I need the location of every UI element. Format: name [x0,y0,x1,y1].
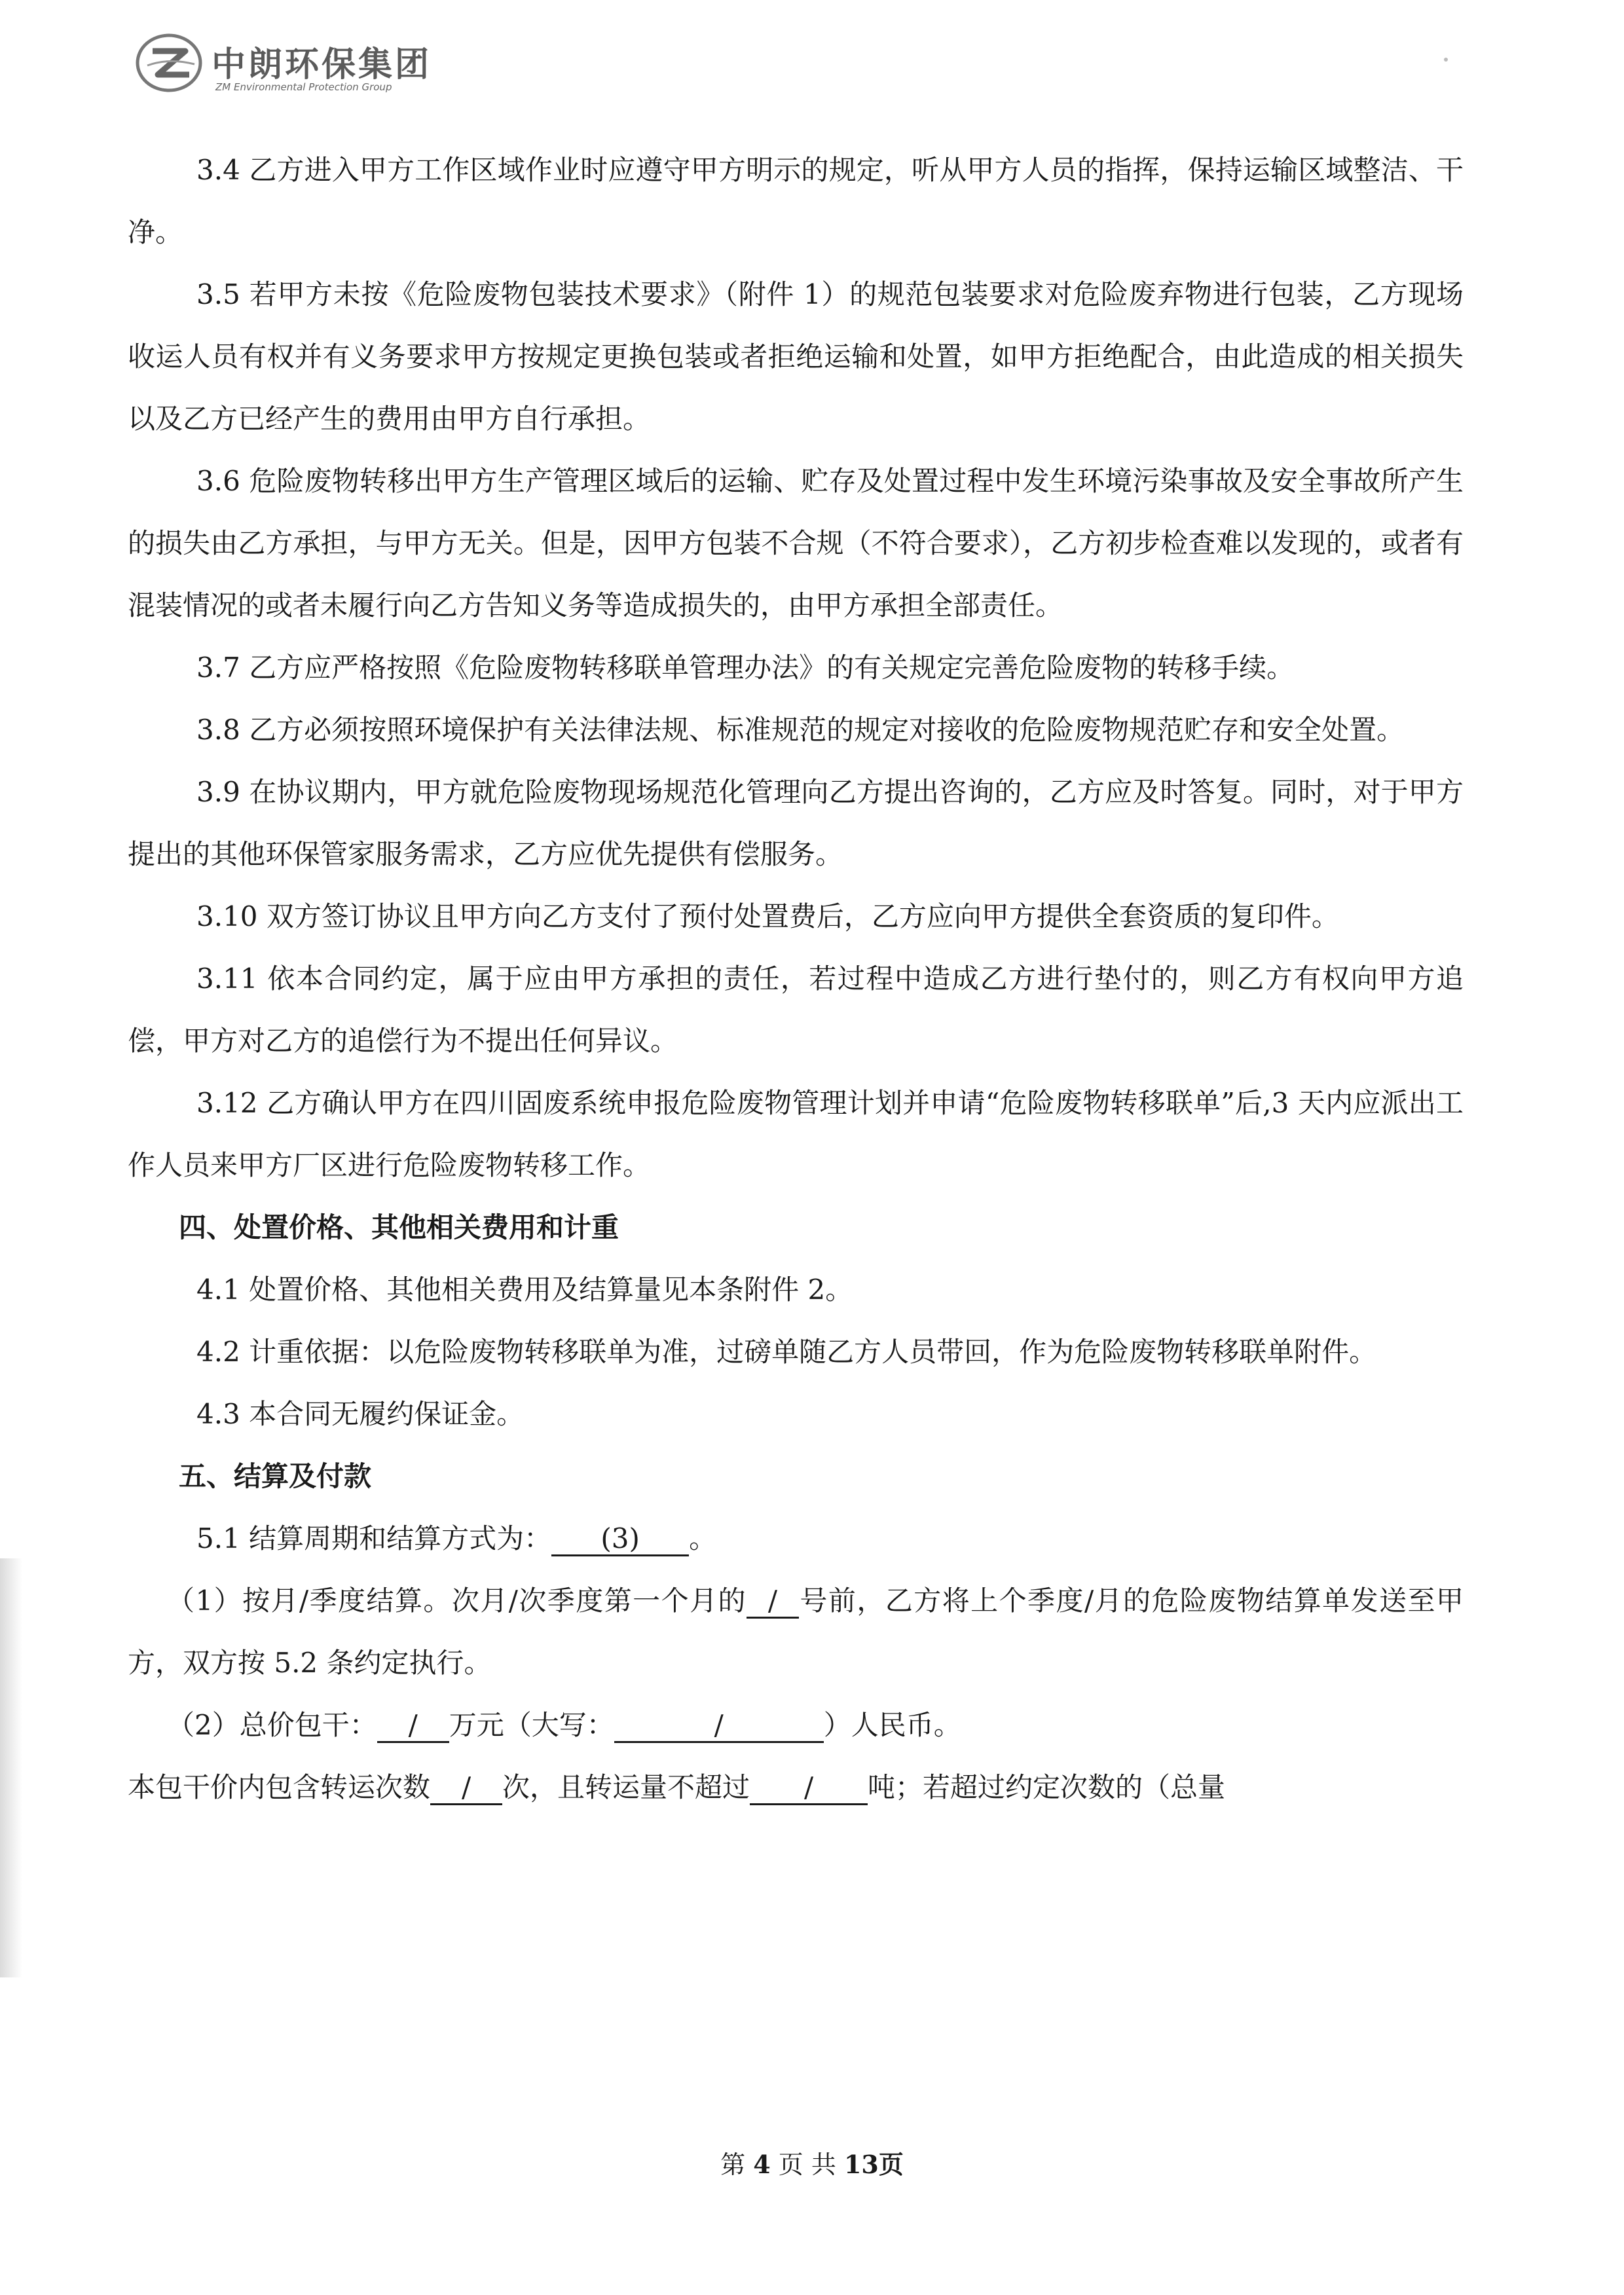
page-footer [0,2144,1624,2180]
logo-icon [134,31,204,94]
document-body [128,139,1464,1818]
clause-5-1 [128,1507,1464,1570]
clause-3-10: 3.10 双方签订协议且甲方向乙方支付了预付处置费后，乙方应向甲方提供全套资质的复印件。 [196,900,1339,932]
clause-3-9: 3.9 在协议期内，甲方就危险废物现场规范化管理向乙方提出咨询的，乙方应及时答复。同时，对于甲方提出的其他环保管家服务需求，乙方应优先提供有偿服务。 [128,776,1464,870]
section-4-heading: 四、处置价格、其他相关费用和计重 [179,1211,619,1243]
page-number: 4 [753,2150,771,2179]
company-name: 中朗环保集团 [212,45,432,84]
option-1-text-b: 号前，乙方将上个季度/月的危险废物结算单发送至甲方，双方按 5.2 条约定执行。 [128,1585,1464,1679]
clause-5-1-end: 。 [689,1522,717,1554]
option-2-text-b: 万元（大写： [449,1709,614,1741]
option-1-blank: / [747,1585,799,1619]
option-1-text-a: （1）按月/季度结算。次月/次季度第一个月的 [167,1585,747,1617]
option-2-amount-blank: / [377,1710,449,1743]
clause-4-3: 4.3 本合同无履约保证金。 [196,1398,525,1430]
page-prefix: 第 [720,2150,746,2179]
scan-edge-mark [0,1558,22,1977]
scan-dot [1444,58,1448,62]
package-terms [128,1756,1464,1818]
page-mid: 页 共 [778,2150,836,2179]
option-2-text-c: ）人民币。 [823,1709,961,1741]
option-1 [128,1570,1464,1694]
package-text-a: 本包干价内包含转运次数 [128,1771,431,1803]
clause-5-1-text: 5.1 结算周期和结算方式为： [196,1522,552,1554]
clause-3-8: 3.8 乙方必须按照环境保护有关法律法规、标准规范的规定对接收的危险废物规范贮存和安全处置。 [196,714,1405,746]
option-2 [128,1694,1464,1756]
clause-3-7: 3.7 乙方应严格按照《危险废物转移联单管理办法》的有关规定完善危险废物的转移手续。 [196,652,1295,684]
clause-4-2: 4.2 计重依据：以危险废物转移联单为准，过磅单随乙方人员带回，作为危险废物转移联单附件。 [196,1336,1377,1368]
clause-3-6: 3.6 危险废物转移出甲方生产管理区域后的运输、贮存及处置过程中发生环境污染事故及安全事故所产生的损失由乙方承担，与甲方无关。但是，因甲方包装不合规（不符合要求），乙方初步检查难以发现的，或者有混装情况的或者未履行向乙方告知义务等造成损失的，由甲方承担全部责任。 [128,465,1464,621]
package-text-b: 次，且转运量不超过 [502,1771,750,1803]
page-total: 13页 [843,2150,904,2179]
transfer-weight-blank: / [750,1772,868,1805]
section-5-heading: 五、结算及付款 [179,1460,372,1492]
option-2-text-a: （2）总价包干： [167,1709,377,1741]
clause-3-12: 3.12 乙方确认甲方在四川固废系统申报危险废物管理计划并申请“危险废物转移联单”后,3 天内应派出工作人员来甲方厂区进行危险废物转移工作。 [128,1087,1464,1181]
company-logo [134,26,501,105]
clause-4-1: 4.1 处置价格、其他相关费用及结算量见本条附件 2。 [196,1274,853,1306]
settlement-method-value: (3) [551,1523,689,1556]
option-2-amount-words-blank: / [614,1710,824,1743]
company-name-en: ZM Environmental Protection Group [215,81,392,93]
clause-3-4: 3.4 乙方进入甲方工作区域作业时应遵守甲方明示的规定，听从甲方人员的指挥，保持运输区域整洁、干净。 [128,154,1464,248]
clause-3-5: 3.5 若甲方未按《危险废物包装技术要求》（附件 1）的规范包装要求对危险废弃物进行包装，乙方现场收运人员有权并有义务要求甲方按规定更换包装或者拒绝运输和处置，如甲方拒绝配合，由此造成的相关损失以及乙方已经产生的费用由甲方自行承担。 [128,278,1464,435]
clause-3-11: 3.11 依本合同约定，属于应由甲方承担的责任，若过程中造成乙方进行垫付的，则乙方有权向甲方追偿，甲方对乙方的追偿行为不提出任何异议。 [128,963,1464,1057]
transfer-count-blank: / [430,1772,502,1805]
package-text-c: 吨；若超过约定次数的（总量 [868,1771,1226,1803]
